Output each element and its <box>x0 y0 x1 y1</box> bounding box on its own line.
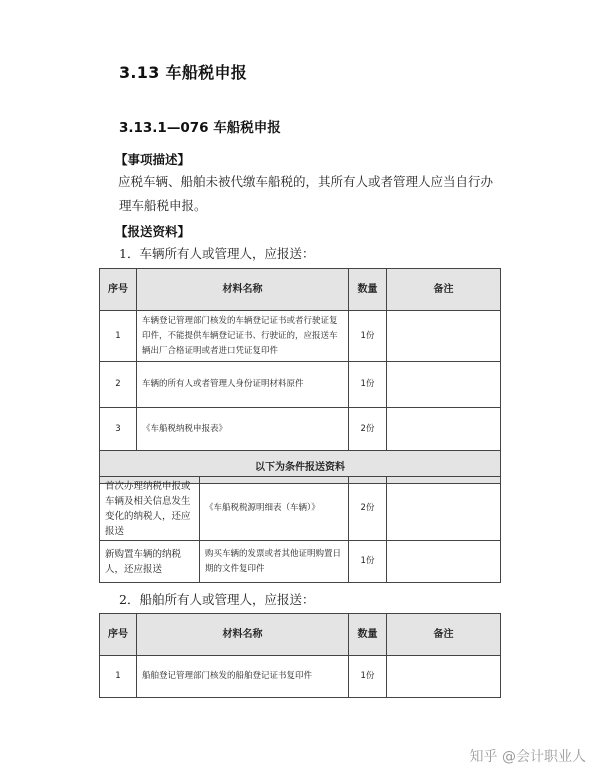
row-seq: 1 <box>100 656 137 698</box>
row-name: 《车船税纳税申报表》 <box>137 408 349 451</box>
watermark: 知乎 @会计职业人 <box>469 749 586 765</box>
row-name: 船舶登记管理部门核发的船舶登记证书复印件 <box>137 656 349 698</box>
subsection-title: 3.13.1—076 车船税申报 <box>119 120 281 136</box>
conditional-materials-table <box>99 476 501 583</box>
table-header-row <box>100 614 501 656</box>
table-row <box>100 362 501 408</box>
row-seq: 1 <box>100 311 137 362</box>
header-seq: 序号 <box>100 614 137 656</box>
table-row <box>100 541 501 583</box>
description-label: 【事项描述】 <box>115 152 191 167</box>
row-remark <box>387 311 501 362</box>
header-name: 材料名称 <box>137 269 349 311</box>
row-qty: 1份 <box>349 541 387 583</box>
table-header-row <box>100 269 501 311</box>
row-seq: 3 <box>100 408 137 451</box>
row-qty: 1份 <box>349 362 387 408</box>
row-qty: 1份 <box>349 311 387 362</box>
row-name: 《车船税税源明细表（车辆）》 <box>200 477 349 541</box>
row-seq: 2 <box>100 362 137 408</box>
table-row <box>100 408 501 451</box>
section-title: 3.13 车船税申报 <box>119 63 248 82</box>
table-row <box>100 477 501 541</box>
materials-label: 【报送资料】 <box>115 224 191 239</box>
row-qty: 2份 <box>349 408 387 451</box>
row-remark <box>387 477 501 541</box>
row-condition: 新购置车辆的纳税人，还应报送 <box>100 541 200 583</box>
header-name: 材料名称 <box>137 614 349 656</box>
header-remark: 备注 <box>387 614 501 656</box>
header-qty: 数量 <box>349 269 387 311</box>
description-text: 应税车辆、船舶未被代缴车船税的，其所有人或者管理人应当自行办理车船税申报。 <box>118 174 494 213</box>
row-remark <box>387 362 501 408</box>
row-name: 车辆登记管理部门核发的车辆登记证书或者行驶证复印件，不能提供车辆登记证书、行驶证的，应报送车辆出厂合格证明或者进口凭证复印件 <box>137 311 349 362</box>
vehicle-intro: 1．车辆所有人或管理人，应报送： <box>119 246 315 261</box>
conditional-header: 以下为条件报送资料 <box>100 451 501 484</box>
row-remark <box>387 656 501 698</box>
vehicle-materials-table <box>99 268 501 484</box>
row-remark <box>387 541 501 583</box>
table-row <box>100 311 501 362</box>
ship-intro: 2．船舶所有人或管理人，应报送： <box>119 592 315 607</box>
row-name: 车辆的所有人或者管理人身份证明材料原件 <box>137 362 349 408</box>
header-remark: 备注 <box>387 269 501 311</box>
header-seq: 序号 <box>100 269 137 311</box>
ship-materials-table <box>99 613 501 698</box>
row-qty: 2份 <box>349 477 387 541</box>
row-remark <box>387 408 501 451</box>
row-name: 购买车辆的发票或者其他证明购置日期的文件复印件 <box>200 541 349 583</box>
row-condition: 首次办理纳税申报或车辆及相关信息发生变化的纳税人，还应报送 <box>100 477 200 541</box>
header-qty: 数量 <box>349 614 387 656</box>
table-row <box>100 656 501 698</box>
row-qty: 1份 <box>349 656 387 698</box>
